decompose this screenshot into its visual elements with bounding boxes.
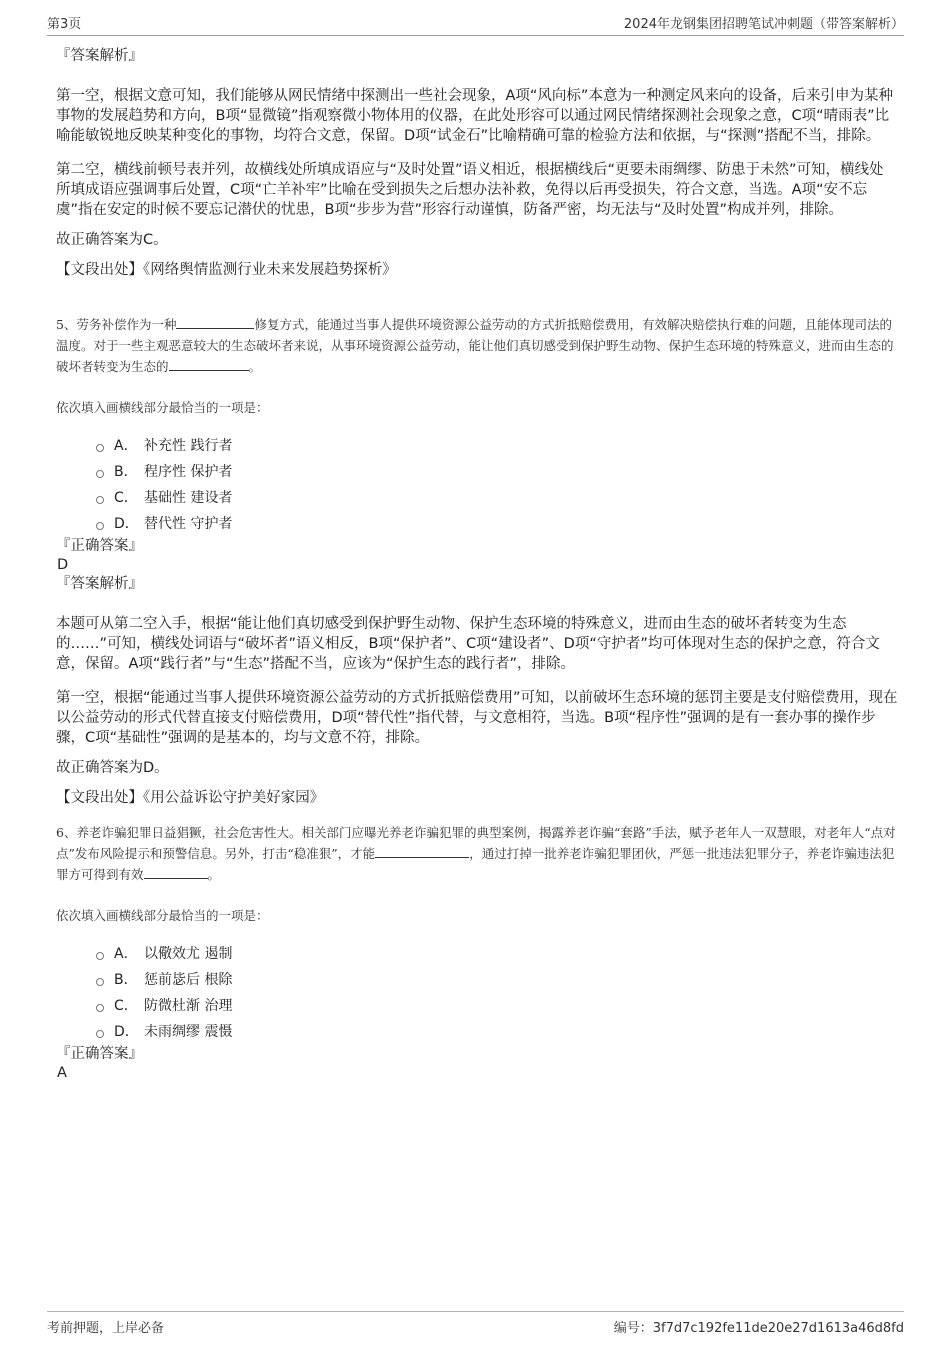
q4-analysis-paragraph-1: 第一空，根据文意可知，我们能够从网民情绪中探测出一些社会现象，A项“风向标”本意为一种测定风来向的设备，后来引申为某种事物的发展趋势和方向，B项“显微镜”指观察微小物体用的仪器，在此处形容可以通过网民情绪探测社会现象之意，C项“晴雨表”比喻能敏锐地反映某种变化的事物，均符合文意，保留。D项“试金石”比喻精确可靠的检验方法和依据，与“探测”搭配不当，排除。 (56, 88, 893, 144)
q4-analysis-paragraph-2: 第二空，横线前顿号表并列，故横线处所填成语应与“及时处置”语义相近，根据横线后“更要未雨绸缪、防患于未然”可知，横线处所填成语应强调事后处置，C项“亡羊补牢”比喻在受到损失之后想办法补救，免得以后再受损失，符合文意，当选。A项“安不忘虞”指在安定的时候不要忘记潜伏的忧患，B项“步步为营”形容行动谨慎，防备严密，均无法与“及时处置”构成并列，排除。 (56, 162, 884, 218)
source-label: 【文段出处】 (56, 262, 143, 278)
footer-slogan: 考前押题，上岸必备 (47, 1320, 165, 1336)
q5-conclusion: 故正确答案为D。 (56, 760, 169, 776)
option-letter: D． (114, 1024, 139, 1040)
q6-option-c[interactable] (96, 992, 898, 1018)
radio-icon[interactable] (96, 952, 104, 960)
option-text: 以儆效尤 遏制 (144, 946, 233, 962)
option-text: 防微杜渐 治理 (144, 998, 233, 1014)
option-text: 未雨绸缪 震慑 (144, 1024, 233, 1040)
radio-icon[interactable] (96, 1030, 104, 1038)
page-header (47, 13, 904, 36)
radio-icon[interactable] (96, 470, 104, 478)
option-letter: B． (114, 464, 138, 480)
q6-prompt: 依次填入画横线部分最恰当的一项是： (56, 908, 269, 923)
q5-options (96, 432, 898, 536)
analysis-label: 『答案解析』 (56, 48, 143, 64)
q5-source (56, 788, 898, 808)
document-title: 2024年龙钢集团招聘笔试冲刺题（带答案解析） (623, 17, 904, 32)
q6-option-d[interactable] (96, 1018, 898, 1044)
page-number: 第3页 (47, 17, 82, 32)
q6-text-part-2: ，通过打掉一批养老诈骗犯罪团伙，严惩一批违法犯罪分子，养老诈骗违法犯罪方可得到有效 (56, 846, 895, 882)
q6-option-a[interactable] (96, 940, 898, 966)
document-id: 编号：3f7d7c192fe11de20e27d1613a46d8fd (613, 1320, 904, 1336)
q6-options (96, 940, 898, 1044)
q5-option-c[interactable] (96, 484, 898, 510)
main-content (56, 46, 898, 1082)
q5-analysis-paragraph-1: 本题可从第二空入手，根据“能让他们真切感受到保护野生动物、保护生态环境的特殊意义，进而由生态的破坏者转变为生态的……”可知，横线处词语与“破坏者”语义相反，B项“保护者”、C项“建设者”、D项“守护者”均可体现对生态的保护之意，符合文意，保留。A项“践行者”与“生态”搭配不当，应该为“保护生态的践行者”，排除。 (56, 616, 880, 672)
q5-option-a[interactable] (96, 432, 898, 458)
q5-blank-2 (169, 358, 249, 371)
option-text: 基础性 建设者 (144, 490, 233, 506)
option-letter: A． (114, 438, 138, 454)
q5-text-part-2: 修复方式，能通过当事人提供环境资源公益劳动的方式折抵赔偿费用，有效解决赔偿执行难的问题，且能体现司法的温度。对于一些主观恶意较大的生态破坏者来说，从事环境资源公益劳动，能让他们真切感受到保护野生动物、保护生态环境的特殊意义，进而由生态的破坏者转变为生态的 (56, 317, 894, 374)
radio-icon[interactable] (96, 496, 104, 504)
q4-source-title: 《网络舆情监测行业未来发展趋势探析》 (143, 262, 397, 278)
q4-source (56, 260, 898, 280)
source-label: 【文段出处】 (56, 790, 143, 806)
radio-icon[interactable] (96, 978, 104, 986)
q5-answer: D (57, 557, 69, 573)
q6-answer: A (57, 1065, 67, 1081)
q6-text-part-3: 。 (207, 867, 221, 882)
q5-option-d[interactable] (96, 510, 898, 536)
analysis-label: 『答案解析』 (56, 576, 143, 592)
q5-analysis-paragraph-2: 第一空，根据“能通过当事人提供环境资源公益劳动的方式折抵赔偿费用”可知，以前破坏生态环境的惩罚主要是支付赔偿费用，现在以公益劳动的形式代替直接支付赔偿费用，D项“替代性”指代替，与文意相符，当选。B项“程序性”强调的是有一套办事的操作步骤，C项“基础性”强调的是基本的，均与文意不符，排除。 (56, 690, 898, 746)
option-letter: D． (114, 516, 139, 532)
option-text: 替代性 守护者 (144, 516, 233, 532)
q6-option-b[interactable] (96, 966, 898, 992)
option-letter: A． (114, 946, 138, 962)
radio-icon[interactable] (96, 1004, 104, 1012)
q6-text-part-1: 6、养老诈骗犯罪日益猖獗，社会危害性大。相关部门应曝光养老诈骗犯罪的典型案例，揭露养老诈骗“套路”手法，赋予老年人一双慧眼，对老年人“点对点”发布风险提示和预警信息。另外，打击“稳准狠”，才能 (56, 825, 896, 861)
page-footer (47, 1311, 904, 1338)
option-text: 惩前毖后 根除 (144, 972, 233, 988)
q5-text-part-1: 5、劳务补偿作为一种 (56, 317, 177, 332)
option-letter: C． (114, 490, 138, 506)
q5-text-part-3: 。 (248, 359, 262, 374)
option-letter: B． (114, 972, 138, 988)
correct-answer-label: 『正确答案』 (56, 1046, 143, 1062)
q5-source-title: 《用公益诉讼守护美好家园》 (143, 790, 325, 806)
option-text: 补充性 践行者 (144, 438, 233, 454)
q4-conclusion: 故正确答案为C。 (56, 232, 168, 248)
q5-question (56, 314, 898, 377)
q6-blank-1 (375, 845, 469, 858)
radio-icon[interactable] (96, 522, 104, 530)
q6-question (56, 822, 898, 885)
q6-blank-2 (144, 866, 208, 879)
q5-blank-1 (176, 316, 254, 329)
correct-answer-label: 『正确答案』 (56, 538, 143, 554)
option-letter: C． (114, 998, 138, 1014)
q5-prompt: 依次填入画横线部分最恰当的一项是： (56, 400, 269, 415)
radio-icon[interactable] (96, 444, 104, 452)
option-text: 程序性 保护者 (144, 464, 233, 480)
q5-option-b[interactable] (96, 458, 898, 484)
